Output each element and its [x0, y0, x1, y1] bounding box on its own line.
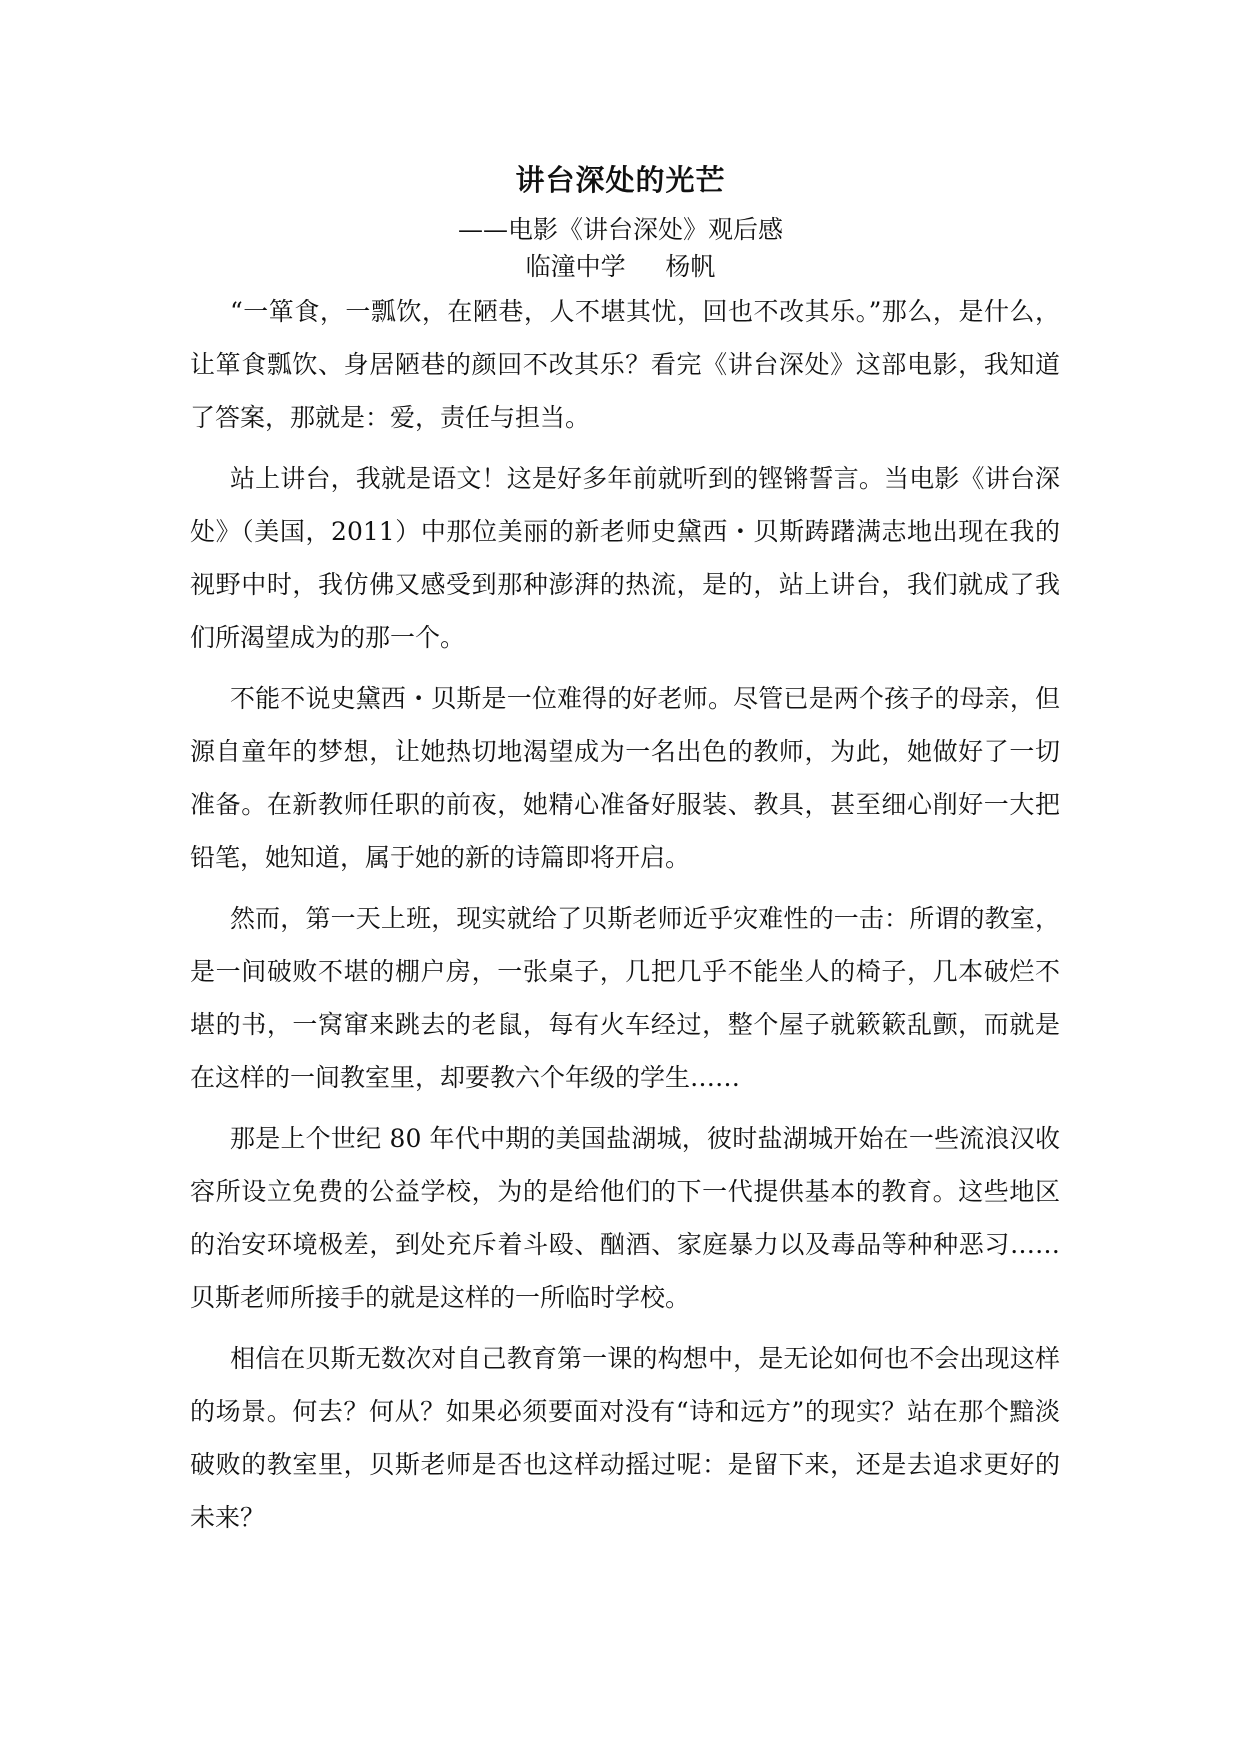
paragraph-1: “一箪食，一瓢饮，在陋巷，人不堪其忧，回也不改其乐。”那么，是什么，让箪食瓢饮、身居陋巷的颜回不改其乐？看完《讲台深处》这部电影，我知道了答案，那就是：爱，责任与担当。 — [190, 297, 1060, 432]
paragraph-2: 站上讲台，我就是语文！这是好多年前就听到的铿锵誓言。当电影《讲台深处》（美国，2011）中那位美丽的新老师史黛西・贝斯踌躇满志地出现在我的视野中时，我仿佛又感受到那种澎湃的热流，是的，站上讲台，我们就成了我们所渴望成为的那一个。 — [190, 464, 1060, 652]
paragraph-3: 不能不说史黛西・贝斯是一位难得的好老师。尽管已是两个孩子的母亲，但源自童年的梦想，让她热切地渴望成为一名出色的教师，为此，她做好了一切准备。在新教师任职的前夜，她精心准备好服装、教具，甚至细心削好一大把铅笔，她知道，属于她的新的诗篇即将开启。 — [190, 684, 1060, 872]
paragraph-5: 那是上个世纪 80 年代中期的美国盐湖城，彼时盐湖城开始在一些流浪汉收容所设立免费的公益学校，为的是给他们的下一代提供基本的教育。这些地区的治安环境极差，到处充斥着斗殴、酗酒、家庭暴力以及毒品等种种恶习……贝斯老师所接手的就是这样的一所临时学校。 — [190, 1124, 1060, 1312]
author-byline: 临潼中学 杨帆 — [525, 252, 716, 281]
document-title: 讲台深处的光芒 — [515, 163, 726, 197]
paragraph-6: 相信在贝斯无数次对自己教育第一课的构想中，是无论如何也不会出现这样的场景。何去？何从？如果必须要面对没有“诗和远方”的现实？站在那个黯淡破败的教室里，贝斯老师是否也这样动摇过呢：是留下来，还是去追求更好的未来？ — [190, 1344, 1060, 1532]
essay-body — [190, 285, 1060, 1544]
document-subtitle: ——电影《讲台深处》观后感 — [457, 215, 783, 244]
paragraph-4: 然而，第一天上班，现实就给了贝斯老师近乎灾难性的一击：所谓的教室，是一间破败不堪的棚户房，一张桌子，几把几乎不能坐人的椅子，几本破烂不堪的书，一窝窜来跳去的老鼠，每有火车经过，整个屋子就簌簌乱颤，而就是在这样的一间教室里，却要教六个年级的学生…… — [190, 904, 1060, 1092]
